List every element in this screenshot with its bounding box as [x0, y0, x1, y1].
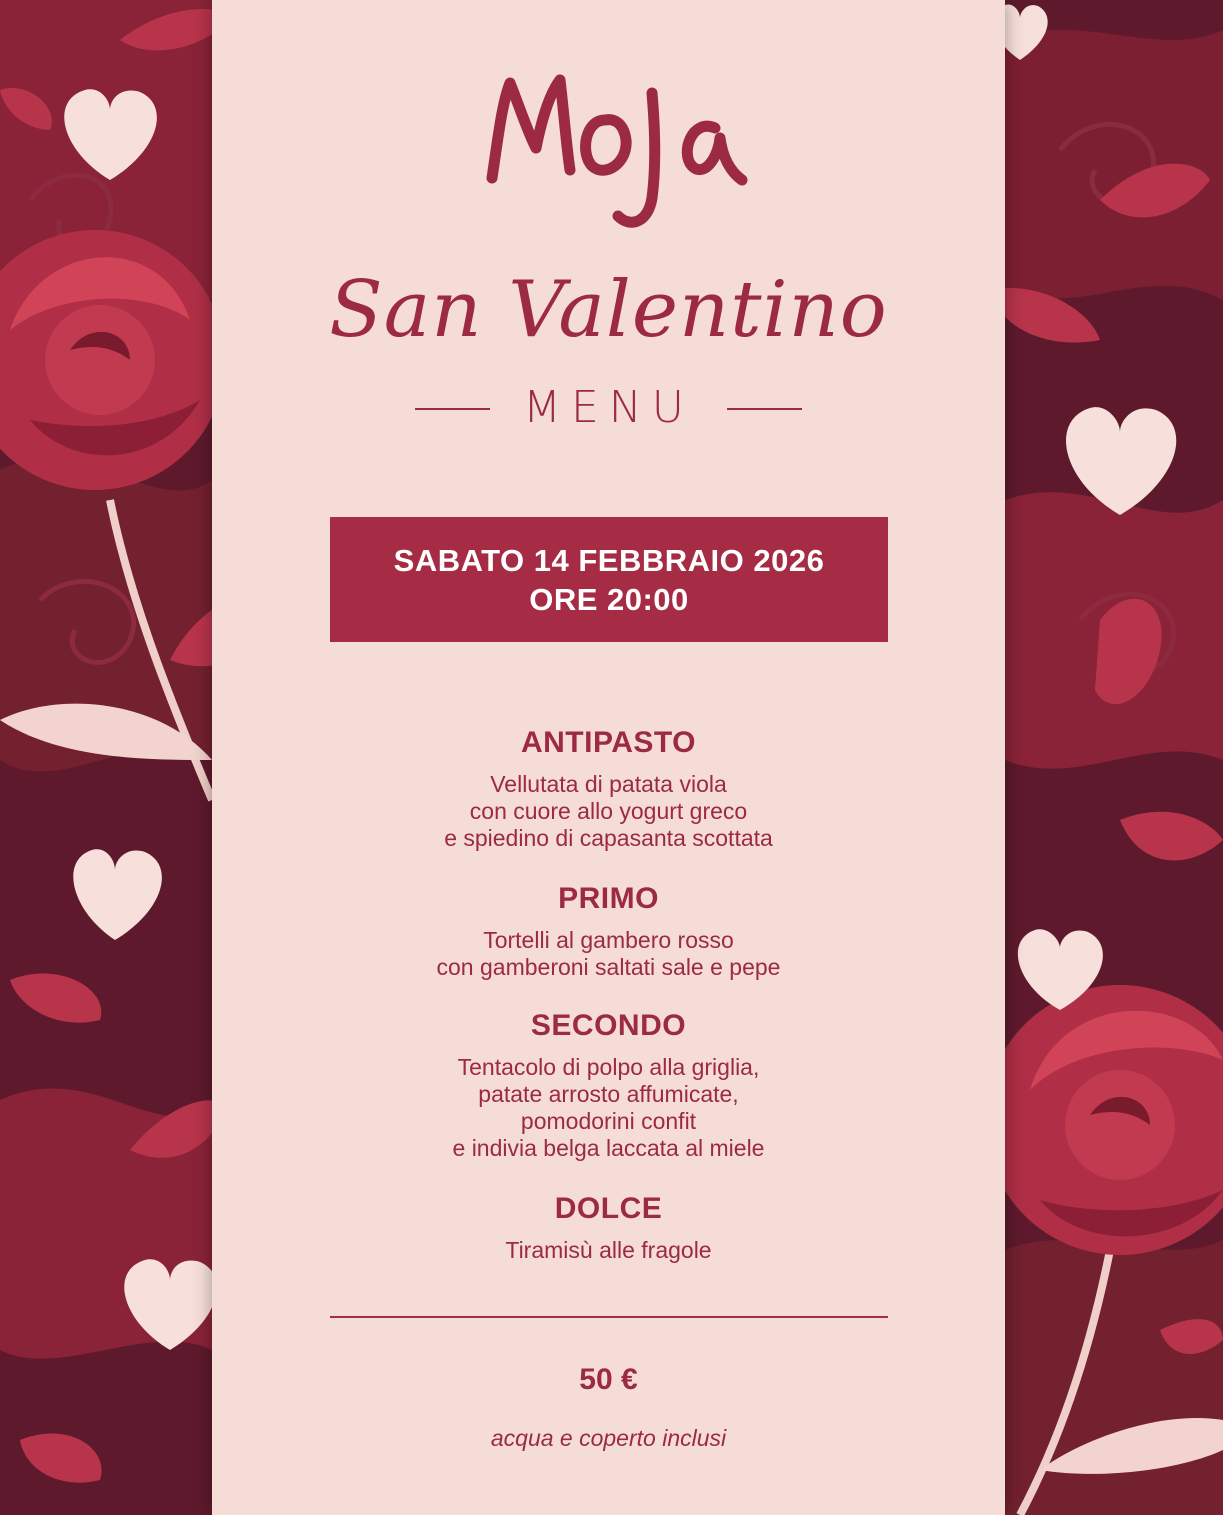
- course-dolce: [212, 1191, 1005, 1264]
- course-line: con cuore allo yogurt greco: [469, 798, 748, 824]
- course-line: Tiramisù alle fragole: [505, 1237, 712, 1263]
- menu-heading: [212, 382, 1005, 442]
- menu-card: [212, 0, 1005, 1515]
- event-title: San Valentino: [329, 265, 888, 355]
- course-line: patate arrosto affumicate,: [478, 1081, 739, 1107]
- event-time: ORE 20:00: [529, 581, 689, 617]
- event-date: SABATO 14 FEBBRAIO 2026: [393, 542, 825, 578]
- course-title: PRIMO: [558, 882, 659, 915]
- course-antipasto: [212, 725, 1005, 852]
- date-banner: [330, 517, 888, 642]
- course-line: con gamberoni saltati sale e pepe: [436, 954, 781, 980]
- course-line: pomodorini confit: [520, 1108, 697, 1134]
- moja-logo-icon: [470, 58, 760, 238]
- course-line: Tortelli al gambero rosso: [483, 927, 734, 953]
- course-line: e spiedino di capasanta scottata: [444, 825, 773, 851]
- course-title: SECONDO: [530, 1009, 687, 1042]
- footer-divider: [330, 1316, 888, 1318]
- price: 50 €: [579, 1363, 638, 1396]
- course-line: Vellutata di patata viola: [490, 771, 727, 797]
- price-note: acqua e coperto inclusi: [490, 1425, 727, 1451]
- course-line: Tentacolo di polpo alla griglia,: [457, 1054, 760, 1080]
- course-title: ANTIPASTO: [520, 726, 697, 759]
- brand-logo: [470, 58, 760, 238]
- menu-label: MENU: [523, 382, 694, 433]
- divider-right: [727, 408, 802, 410]
- divider-left: [415, 408, 490, 410]
- course-primo: [212, 881, 1005, 981]
- course-title: DOLCE: [554, 1192, 663, 1225]
- course-line: e indivia belga laccata al miele: [452, 1135, 765, 1161]
- course-secondo: [212, 1008, 1005, 1162]
